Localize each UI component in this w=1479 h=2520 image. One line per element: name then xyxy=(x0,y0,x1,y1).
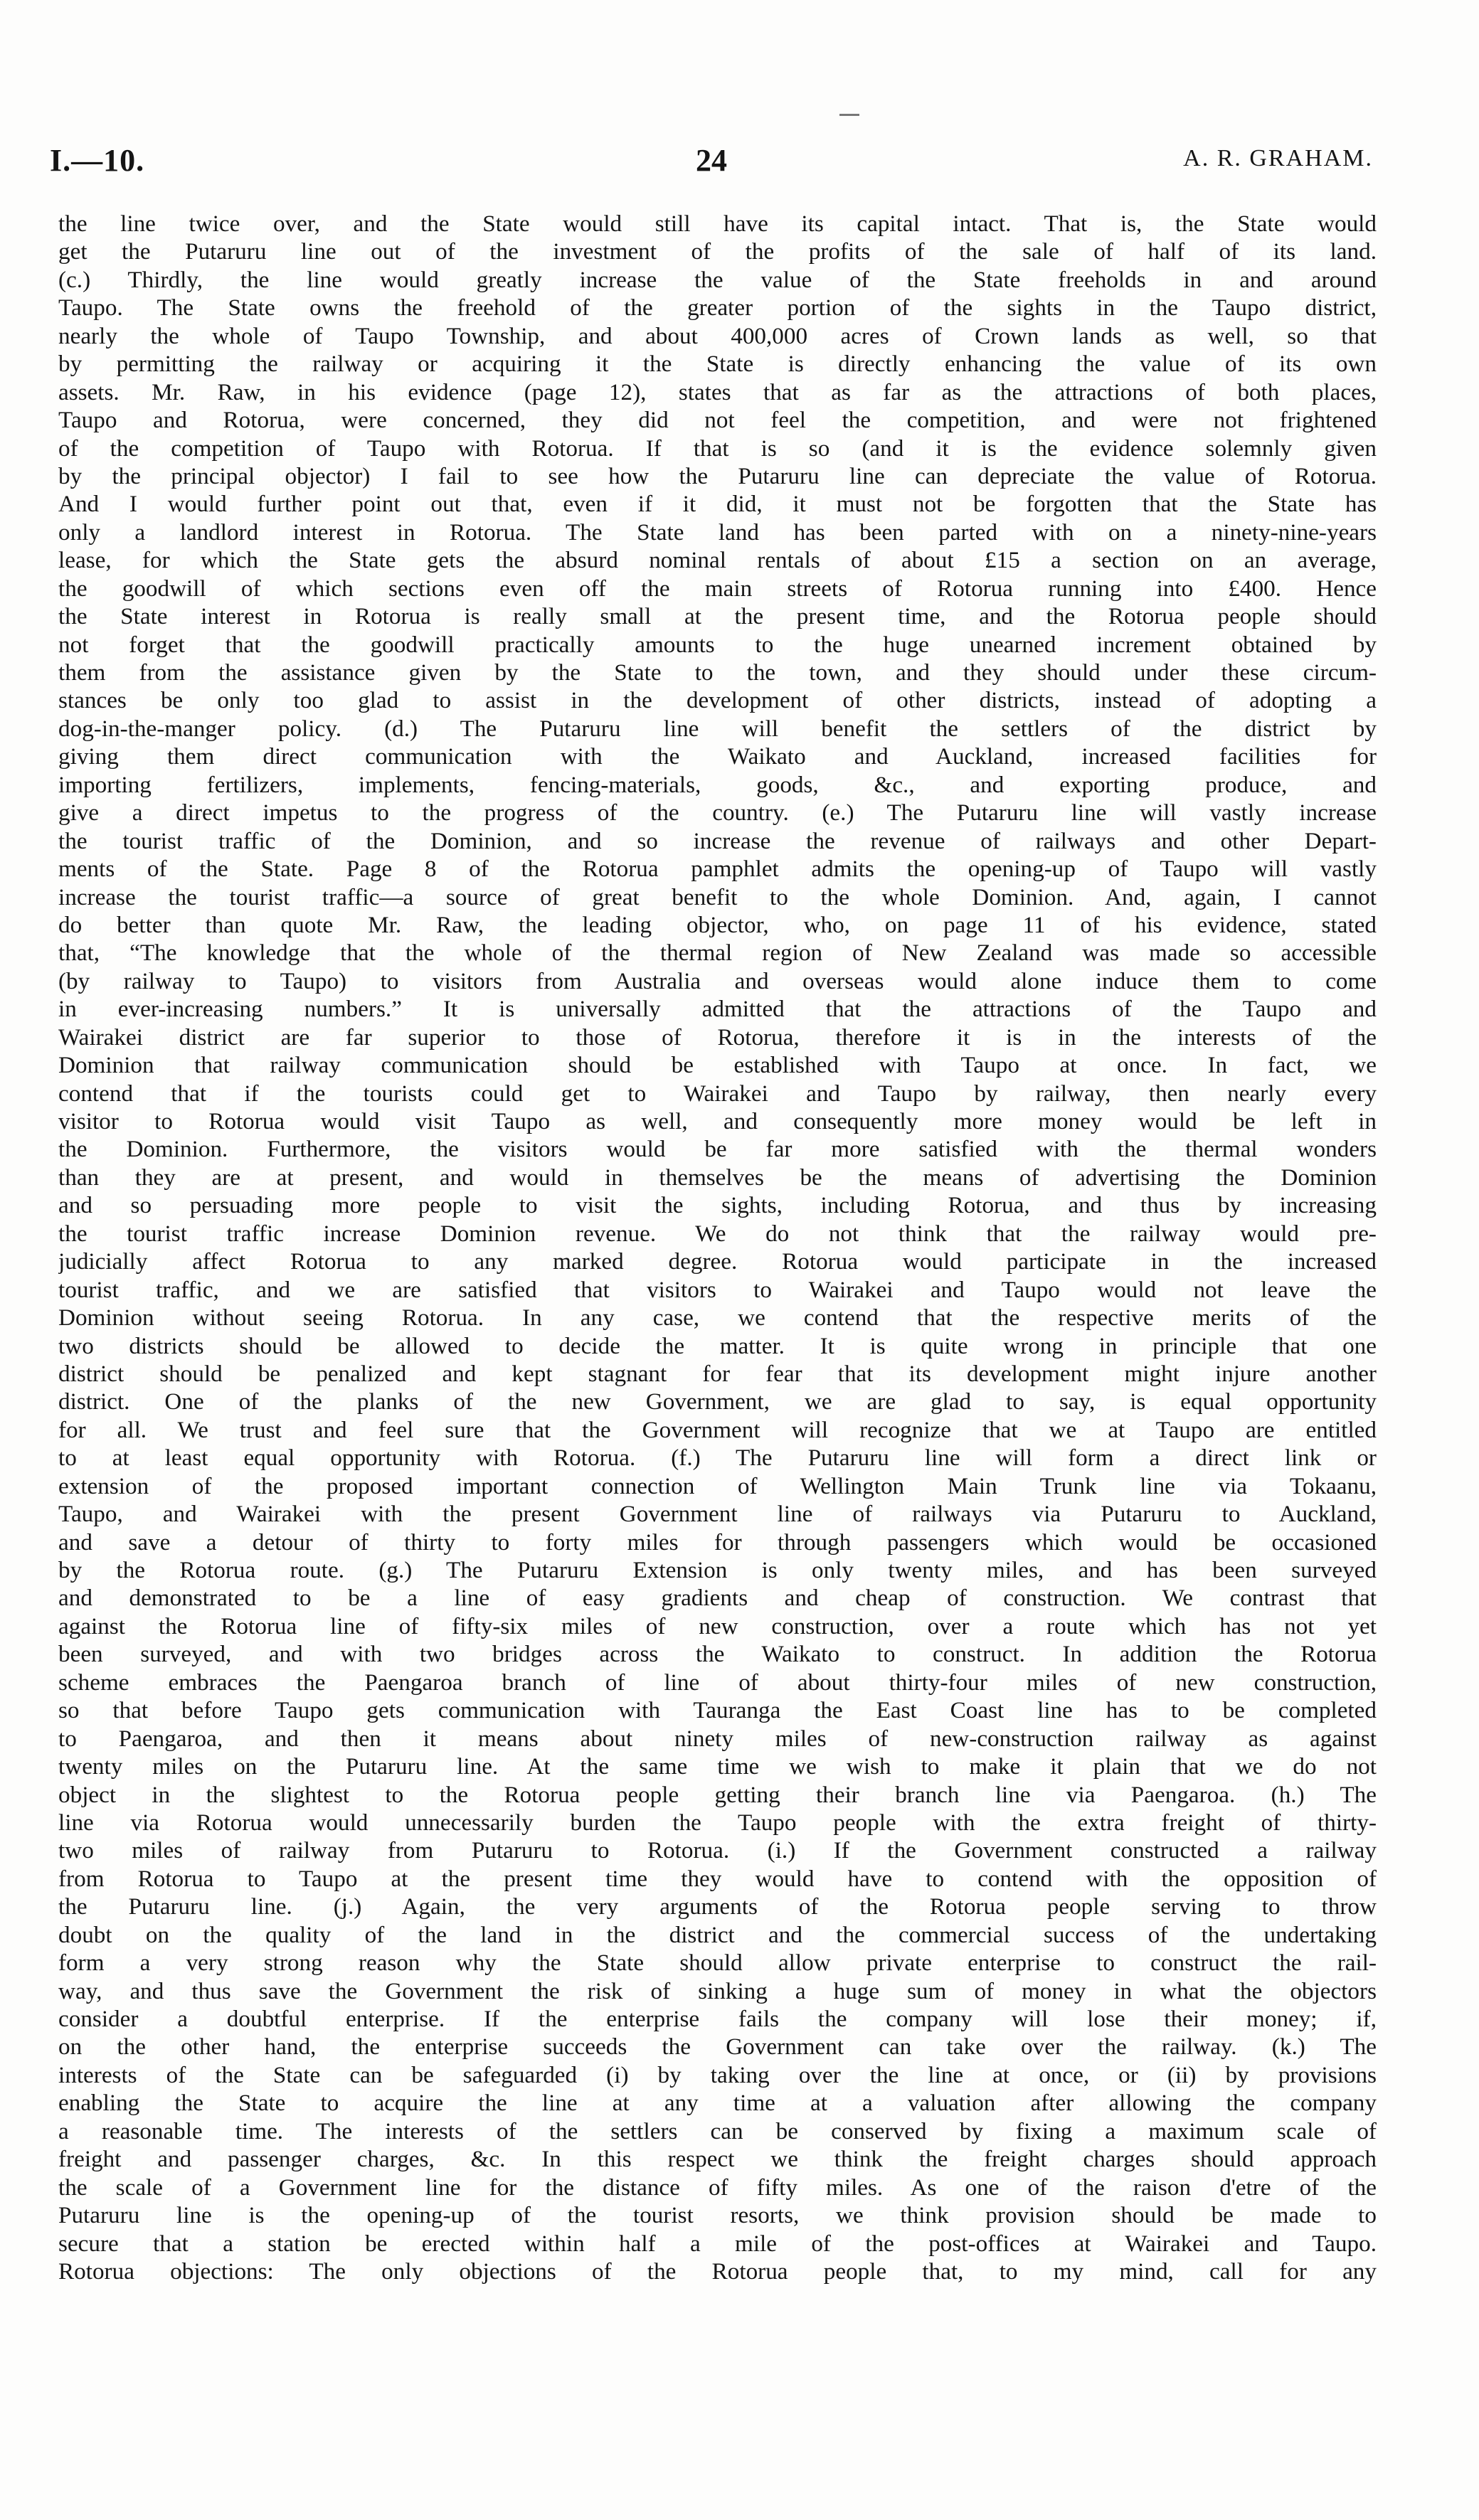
text-line: increase the tourist traffic—a source of great benefit to the whole Dominion. And, again, I cannot xyxy=(58,883,1377,910)
body-text xyxy=(58,210,1377,2285)
text-line: by the principal objector) I fail to see how the Putaruru line can depreciate the value of Rotorua. xyxy=(58,462,1377,489)
text-line: giving them direct communication with the Waikato and Auckland, increased facilities for xyxy=(58,743,1377,770)
text-line: of the competition of Taupo with Rotorua. If that is so (and it is the evidence solemnly given xyxy=(58,435,1377,462)
text-line: interests of the State can be safeguarded (i) by taking over the line at once, or (ii) by provisions xyxy=(58,2061,1377,2088)
text-line: a reasonable time. The interests of the settlers can be conserved by fixing a maximum scale of xyxy=(58,2117,1377,2144)
text-line: so that before Taupo gets communication with Tauranga the East Coast line has to be completed xyxy=(58,1697,1377,1724)
text-line: twenty miles on the Putaruru line. At the same time we wish to make it plain that we do not xyxy=(58,1753,1377,1780)
text-line: form a very strong reason why the State should allow private enterprise to construct the rail- xyxy=(58,1950,1377,1977)
text-line: extension of the proposed important connection of Wellington Main Trunk line via Tokaanu, xyxy=(58,1472,1377,1499)
text-line: Putaruru line is the opening-up of the tourist resorts, we think provision should be made to xyxy=(58,2202,1377,2229)
text-line: the Dominion. Furthermore, the visitors would be far more satisfied with the thermal wonders xyxy=(58,1136,1377,1163)
text-line: line via Rotorua would unnecessarily burden the Taupo people with the extra freight of thirty- xyxy=(58,1809,1377,1836)
text-line: do better than quote Mr. Raw, the leading objector, who, on page 11 of his evidence, stated xyxy=(58,911,1377,938)
text-line: on the other hand, the enterprise succeeds the Government can take over the railway. (k.) The xyxy=(58,2033,1377,2061)
page-number: 24 xyxy=(696,143,727,178)
text-line: and save a detour of thirty to forty miles for through passengers which would be occasioned xyxy=(58,1529,1377,1556)
text-line: than they are at present, and would in themselves be the means of advertising the Dominion xyxy=(58,1164,1377,1191)
text-line: (c.) Thirdly, the line would greatly increase the value of the State freeholds in and around xyxy=(58,266,1377,293)
text-line: judicially affect Rotorua to any marked degree. Rotorua would participate in the increased xyxy=(58,1248,1377,1275)
text-line: Wairakei district are far superior to those of Rotorua, therefore it is in the interests of the xyxy=(58,1024,1377,1051)
scan-mark xyxy=(839,114,859,116)
text-line: Dominion that railway communication should be established with Taupo at once. In fact, we xyxy=(58,1052,1377,1079)
text-line: visitor to Rotorua would visit Taupo as well, and consequently more money would be left in xyxy=(58,1108,1377,1134)
text-line: by permitting the railway or acquiring it the State is directly enhancing the value of its own xyxy=(58,351,1377,378)
text-line: lease, for which the State gets the absurd nominal rentals of about £15 a section on an average, xyxy=(58,547,1377,574)
text-line: two districts should be allowed to decide the matter. It is quite wrong in principle that one xyxy=(58,1332,1377,1359)
text-line: in ever-increasing numbers.” It is universally admitted that the attractions of the Taupo and xyxy=(58,996,1377,1023)
text-line: way, and thus save the Government the risk of sinking a huge sum of money in what the objectors xyxy=(58,1977,1377,2004)
text-line: for all. We trust and feel sure that the Government will recognize that we at Taupo are entitled xyxy=(58,1416,1377,1443)
text-line: and so persuading more people to visit the sights, including Rotorua, and thus by increasing xyxy=(58,1192,1377,1219)
text-line: the line twice over, and the State would still have its capital intact. That is, the State would xyxy=(58,211,1377,237)
text-line: the tourist traffic increase Dominion revenue. We do not think that the railway would pre- xyxy=(58,1220,1377,1247)
text-line: tourist traffic, and we are satisfied that visitors to Wairakei and Taupo would not leave the xyxy=(58,1276,1377,1303)
text-line: the goodwill of which sections even off the main streets of Rotorua running into £400. Hence xyxy=(58,575,1377,602)
text-line: And I would further point out that, even if it did, it must not be forgotten that the State has xyxy=(58,491,1377,518)
text-line: get the Putaruru line out of the investment of the profits of the sale of half of its land. xyxy=(58,238,1377,265)
text-line: only a landlord interest in Rotorua. The State land has been parted with on a ninety-nine-years xyxy=(58,519,1377,546)
text-line: and demonstrated to be a line of easy gradients and cheap of construction. We contrast that xyxy=(58,1585,1377,1612)
text-line: freight and passenger charges, &c. In this respect we think the freight charges should approach xyxy=(58,2146,1377,2173)
text-line: against the Rotorua line of fifty-six miles of new construction, over a route which has not yet xyxy=(58,1612,1377,1639)
text-line: Taupo, and Wairakei with the present Government line of railways via Putaruru to Auckland, xyxy=(58,1501,1377,1528)
text-line: secure that a station be erected within half a mile of the post-offices at Wairakei and Taupo. xyxy=(58,2230,1377,2257)
text-line: nearly the whole of Taupo Township, and about 400,000 acres of Crown lands as well, so that xyxy=(58,322,1377,349)
text-line: stances be only too glad to assist in the development of other districts, instead of adopting a xyxy=(58,687,1377,714)
text-line: them from the assistance given by the State to the town, and they should under these circum- xyxy=(58,659,1377,686)
text-line: ments of the State. Page 8 of the Rotorua pamphlet admits the opening-up of Taupo will vastly xyxy=(58,856,1377,883)
text-line: that, “The knowledge that the whole of the thermal region of New Zealand was made so accessible xyxy=(58,940,1377,967)
text-line: assets. Mr. Raw, in his evidence (page 12), states that as far as the attractions of both places, xyxy=(58,378,1377,405)
text-line: dog-in-the-manger policy. (d.) The Putaruru line will benefit the settlers of the district by xyxy=(58,715,1377,742)
witness-name: A. R. GRAHAM. xyxy=(1183,145,1373,171)
text-line: scheme embraces the Paengaroa branch of line of about thirty-four miles of new construction, xyxy=(58,1669,1377,1696)
text-line: the State interest in Rotorua is really small at the present time, and the Rotorua people should xyxy=(58,603,1377,630)
text-line: enabling the State to acquire the line at any time at a valuation after allowing the company xyxy=(58,2090,1377,2117)
text-line: been surveyed, and with two bridges across the Waikato to construct. In addition the Rotorua xyxy=(58,1641,1377,1668)
text-line: from Rotorua to Taupo at the present time they would have to contend with the opposition of xyxy=(58,1865,1377,1892)
text-line: object in the slightest to the Rotorua people getting their branch line via Paengaroa. (h.) The xyxy=(58,1781,1377,1808)
text-line: importing fertilizers, implements, fencing-materials, goods, &c., and exporting produce, and xyxy=(58,771,1377,798)
text-line: the tourist traffic of the Dominion, and so increase the revenue of railways and other Depart- xyxy=(58,827,1377,854)
text-line: by the Rotorua route. (g.) The Putaruru Extension is only twenty miles, and has been surveyed xyxy=(58,1557,1377,1583)
text-line: consider a doubtful enterprise. If the enterprise fails the company will lose their money; if, xyxy=(58,2006,1377,2032)
text-line: the Putaruru line. (j.) Again, the very arguments of the Rotorua people serving to throw xyxy=(58,1893,1377,1920)
text-line: contend that if the tourists could get to Wairakei and Taupo by railway, then nearly every xyxy=(58,1080,1377,1107)
text-line: to at least equal opportunity with Rotorua. (f.) The Putaruru line will form a direct link or xyxy=(58,1445,1377,1472)
text-line: (by railway to Taupo) to visitors from Australia and overseas would alone induce them to come xyxy=(58,967,1377,994)
text-line: not forget that the goodwill practically amounts to the huge unearned increment obtained by xyxy=(58,631,1377,658)
text-line: two miles of railway from Putaruru to Rotorua. (i.) If the Government constructed a railway xyxy=(58,1837,1377,1864)
document-reference: I.—10. xyxy=(50,143,145,178)
text-line: Rotorua objections: The only objections of the Rotorua people that, to my mind, call for any xyxy=(58,2258,1377,2285)
text-line: district. One of the planks of the new Government, we are glad to say, is equal opportunity xyxy=(58,1388,1377,1415)
text-line: give a direct impetus to the progress of the country. (e.) The Putaruru line will vastly increase xyxy=(58,799,1377,826)
text-line: doubt on the quality of the land in the district and the commercial success of the undertaking xyxy=(58,1921,1377,1948)
text-line: to Paengaroa, and then it means about ninety miles of new-construction railway as against xyxy=(58,1725,1377,1752)
page-header xyxy=(50,142,1373,192)
text-line: Dominion without seeing Rotorua. In any case, we contend that the respective merits of the xyxy=(58,1304,1377,1331)
text-line: Taupo and Rotorua, were concerned, they did not feel the competition, and were not frightened xyxy=(58,407,1377,434)
text-line: district should be penalized and kept stagnant for fear that its development might injure another xyxy=(58,1360,1377,1387)
text-line: Taupo. The State owns the freehold of the greater portion of the sights in the Taupo district, xyxy=(58,294,1377,321)
text-line: the scale of a Government line for the distance of fifty miles. As one of the raison d'etre of the xyxy=(58,2174,1377,2201)
